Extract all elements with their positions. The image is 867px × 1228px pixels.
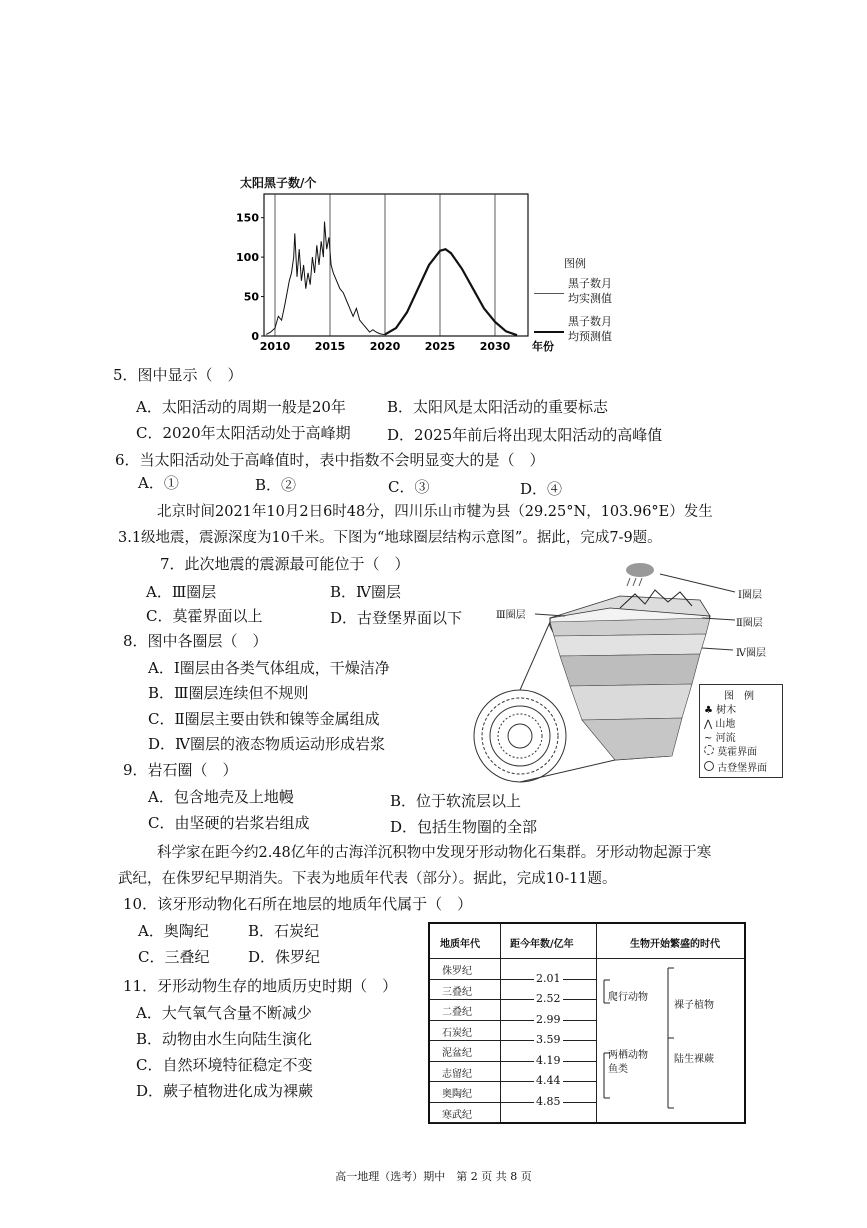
layer1-label: Ⅰ圈层 bbox=[738, 590, 762, 601]
animal-amphibian: 两栖动物 bbox=[608, 1050, 648, 1061]
q7-stem: 7．此次地震的震源最可能位于（ ） bbox=[160, 555, 410, 573]
era-row-divider bbox=[430, 1081, 500, 1082]
era-name: 石炭纪 bbox=[442, 1027, 472, 1039]
q7-option-d: D．古登堡界面以下 bbox=[330, 609, 463, 627]
q6-option-d: D．④ bbox=[520, 480, 563, 498]
gutenberg-icon bbox=[704, 761, 714, 771]
era-row-divider bbox=[430, 999, 500, 1000]
x-tick-label: 2010 bbox=[259, 340, 291, 353]
era-name: 二叠纪 bbox=[442, 1007, 472, 1018]
table-header-age: 距今年数/亿年 bbox=[510, 939, 574, 950]
intro-7-9-line2: 3.1级地震，震源深度为10千米。下图为“地球圈层结构示意图”。据此，完成7-9题。 bbox=[118, 530, 662, 546]
q11-option-a: A．大气氧气含量不断减少 bbox=[136, 1004, 312, 1022]
q10-option-b: B．石炭纪 bbox=[248, 922, 320, 940]
legend-title: 图例 bbox=[564, 257, 586, 270]
q7-option-c: C．莫霍界面以上 bbox=[146, 607, 263, 625]
intro-7-9-line1: 北京时间2021年10月2日6时48分，四川乐山市犍为县（29.25°N，103.96°E）发生 bbox=[157, 504, 713, 520]
intro-10-11-line2: 武纪，在侏罗纪早期消失。下表为地质年代表（部分）。据此，完成10-11题。 bbox=[118, 871, 617, 887]
q10-stem: 10．该牙形动物化石所在地层的地质年代属于（ ） bbox=[123, 895, 473, 913]
q7-option-b: B．Ⅳ圈层 bbox=[330, 583, 402, 601]
q6-option-c: C．③ bbox=[388, 478, 430, 496]
legend-river: 河流 bbox=[715, 733, 736, 744]
age-value: 3.59 bbox=[536, 1033, 561, 1046]
q8-option-a: A．Ⅰ圈层由各类气体组成，干燥洁净 bbox=[148, 659, 390, 677]
legend-observed-label-2: 均实测值 bbox=[568, 292, 612, 305]
q5-stem: 5．图中显示（ ） bbox=[113, 366, 243, 384]
q5-option-d: D．2025年前后将出现太阳活动的高峰值 bbox=[387, 426, 663, 444]
x-tick-label: 2025 bbox=[424, 340, 456, 353]
q11-option-b: B．动物由水生向陆生演化 bbox=[136, 1030, 313, 1048]
age-value: 2.01 bbox=[536, 971, 561, 985]
era-name: 侏罗纪 bbox=[442, 966, 472, 977]
age-value: 4.19 bbox=[536, 1053, 561, 1067]
x-tick-label: 2015 bbox=[314, 340, 346, 353]
plant-psilophyte: 陆生裸蕨 bbox=[674, 1054, 714, 1065]
layer3-label: Ⅲ圈层 bbox=[496, 610, 526, 621]
q8-option-d: D．Ⅳ圈层的液态物质运动形成岩浆 bbox=[148, 735, 386, 753]
era-name: 奥陶纪 bbox=[442, 1089, 472, 1100]
legend-mountain: 山地 bbox=[715, 719, 736, 730]
legend-predicted-label-1: 黑子数月 bbox=[568, 315, 612, 328]
legend-observed-label-1: 黑子数月 bbox=[568, 277, 612, 290]
table-header-era: 地质年代 bbox=[440, 939, 480, 950]
q5-option-b: B．太阳风是太阳活动的重要标志 bbox=[387, 398, 609, 416]
x-tick-label: 2030 bbox=[479, 340, 511, 353]
era-name: 三叠纪 bbox=[442, 986, 472, 998]
animal-fish: 鱼类 bbox=[608, 1064, 628, 1075]
layer4-label: Ⅳ圈层 bbox=[736, 648, 766, 659]
era-row-divider bbox=[430, 1122, 500, 1123]
predicted-series-line bbox=[385, 249, 517, 335]
q6-option-a: A．① bbox=[138, 474, 179, 492]
era-name: 志留纪 bbox=[442, 1068, 472, 1080]
x-axis-unit: 年份 bbox=[532, 340, 554, 353]
legend-gutenberg: 古登堡界面 bbox=[717, 763, 768, 774]
table-header-life: 生物开始繁盛的时代 bbox=[630, 939, 720, 950]
x-tick-label: 2020 bbox=[369, 340, 401, 353]
page-footer: 高一地理（选考）期中 第 2 页 共 8 页 bbox=[335, 1170, 532, 1183]
legend-moho: 莫霍界面 bbox=[717, 747, 758, 758]
legend-tree: 树木 bbox=[716, 705, 737, 716]
q9-option-a: A．包含地壳及上地幔 bbox=[148, 788, 294, 806]
intro-10-11-line1: 科学家在距今约2.48亿年的古海洋沉积物中发现牙形动物化石集群。牙形动物起源于寒 bbox=[157, 845, 712, 861]
q11-stem: 11．牙形动物生存的地质历史时期（ ） bbox=[123, 977, 398, 995]
age-value: 2.99 bbox=[536, 1012, 561, 1026]
chart-ylabel: 太阳黑子数/个 bbox=[240, 176, 317, 190]
chart-legend bbox=[534, 255, 624, 347]
legend-predicted-line bbox=[534, 331, 564, 333]
q8-option-c: C．Ⅱ圈层主要由铁和镍等金属组成 bbox=[148, 710, 380, 728]
era-row-divider bbox=[430, 1020, 500, 1021]
plant-gymnosperm: 裸子植物 bbox=[674, 1000, 714, 1011]
q6-option-b: B．② bbox=[255, 476, 297, 494]
q8-option-b: B．Ⅲ圈层连续但不规则 bbox=[148, 684, 309, 702]
age-value: 2.52 bbox=[536, 992, 561, 1005]
era-row-divider bbox=[430, 1061, 500, 1062]
era-name: 寒武纪 bbox=[442, 1109, 472, 1121]
life-bracket bbox=[596, 958, 744, 1122]
era-row-divider bbox=[430, 1040, 500, 1041]
q11-option-c: C．自然环境特征稳定不变 bbox=[136, 1056, 313, 1074]
q6-stem: 6．当太阳活动处于高峰值时，表中指数不会明显变大的是（ ） bbox=[115, 451, 545, 469]
mountain-icon: ⋀ bbox=[704, 719, 713, 730]
q7-option-a: A．Ⅲ圈层 bbox=[146, 583, 217, 601]
y-tick-label: 150 bbox=[236, 211, 259, 225]
q5-option-a: A．太阳活动的周期一般是20年 bbox=[136, 398, 346, 416]
legend-observed-line bbox=[534, 293, 564, 294]
y-tick-label: 50 bbox=[243, 290, 259, 304]
moho-icon bbox=[704, 745, 714, 755]
era-row-divider bbox=[430, 979, 500, 980]
age-value: 4.85 bbox=[536, 1094, 561, 1108]
q10-option-d: D．侏罗纪 bbox=[248, 948, 321, 966]
q8-stem: 8．图中各圈层（ ） bbox=[123, 632, 268, 650]
q5-option-c: C．2020年太阳活动处于高峰期 bbox=[136, 424, 351, 442]
era-row-divider bbox=[430, 1102, 500, 1103]
geologic-time-table bbox=[428, 922, 746, 1124]
q9-option-d: D．包括生物圈的全部 bbox=[390, 818, 538, 836]
q9-stem: 9．岩石圈（ ） bbox=[123, 761, 238, 779]
animal-reptile: 爬行动物 bbox=[608, 992, 648, 1003]
diagram-legend bbox=[699, 684, 783, 778]
q11-option-d: D．蕨子植物进化成为裸蕨 bbox=[136, 1082, 314, 1100]
diagram-legend-title: 图 例 bbox=[724, 691, 754, 702]
y-tick-label: 0 bbox=[251, 330, 259, 343]
y-tick-label: 100 bbox=[236, 251, 259, 265]
layer2-label: Ⅱ圈层 bbox=[736, 618, 763, 629]
age-value: 4.44 bbox=[536, 1074, 561, 1087]
q9-option-b: B．位于软流层以上 bbox=[390, 792, 522, 810]
q9-option-c: C．由坚硬的岩浆岩组成 bbox=[148, 814, 310, 832]
legend-predicted-label-2: 均预测值 bbox=[568, 330, 612, 343]
observed-series-line bbox=[266, 222, 385, 335]
q10-option-c: C．三叠纪 bbox=[138, 948, 210, 966]
era-name: 泥盆纪 bbox=[442, 1048, 472, 1059]
river-icon: ~ bbox=[704, 733, 713, 744]
q10-option-a: A．奥陶纪 bbox=[138, 922, 209, 940]
tree-icon: ♣ bbox=[704, 705, 713, 716]
